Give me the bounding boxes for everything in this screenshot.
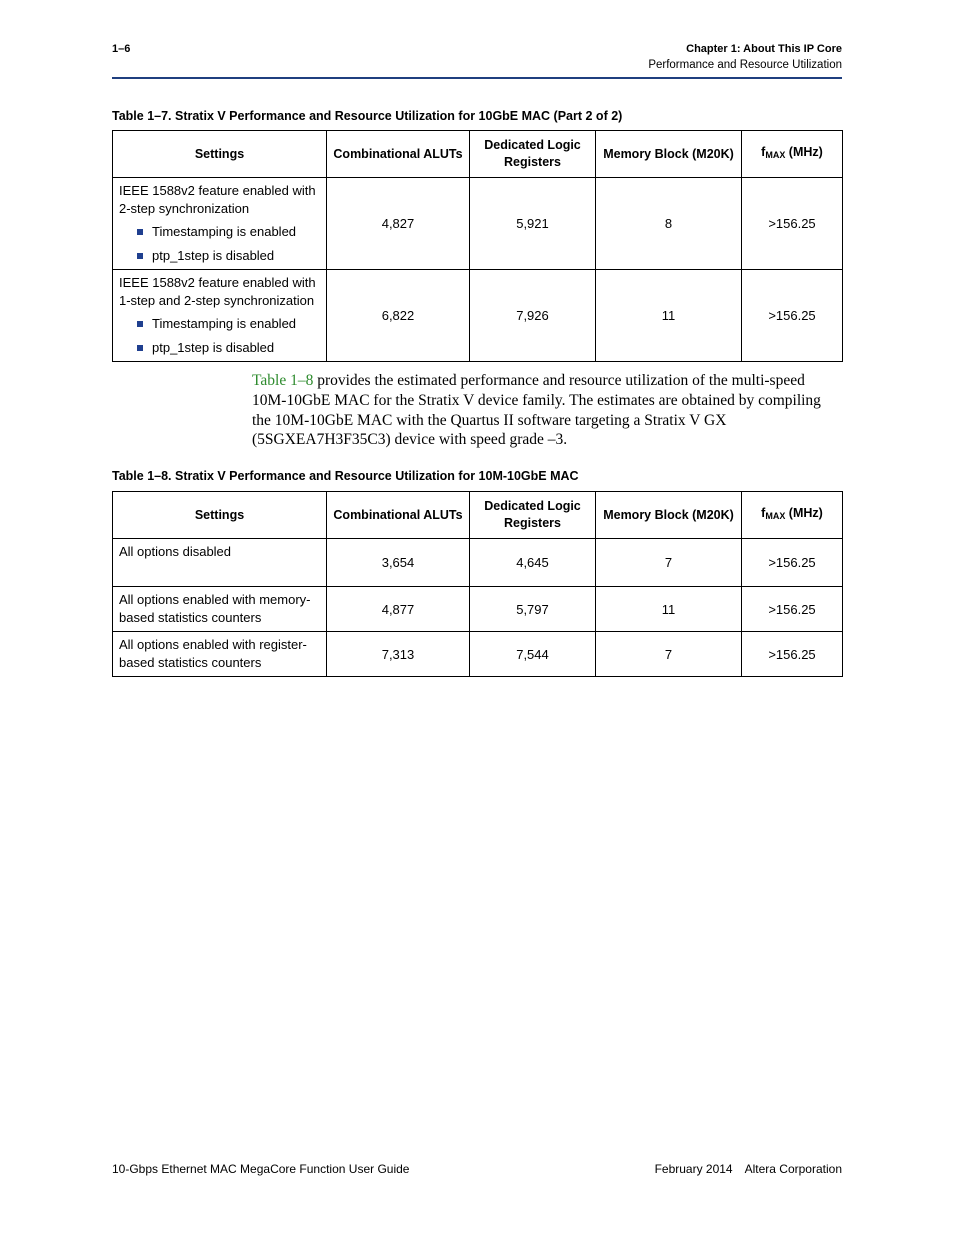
col-header-registers	[470, 131, 596, 178]
table-1-7-caption: Table 1–7. Stratix V Performance and Resource Utilization for 10GbE MAC (Part 2 of 2)	[112, 109, 623, 123]
table-row	[113, 270, 843, 362]
col-header-fmax	[742, 492, 843, 539]
cell-fmax: >156.25	[742, 632, 843, 677]
bullet-text: ptp_1step is disabled	[152, 248, 275, 263]
cell-registers: 5,797	[470, 587, 596, 632]
table-row	[113, 178, 843, 270]
footer-date: February 2014	[654, 1162, 733, 1176]
cell-registers: 4,645	[470, 539, 596, 587]
cell-fmax: >156.25	[742, 270, 843, 362]
square-bullet-icon	[137, 253, 143, 259]
col-header-settings: Settings	[113, 131, 327, 178]
cell-memory: 11	[596, 270, 742, 362]
footer-right	[655, 1162, 842, 1176]
col-header-aluts: Combinational ALUTs	[327, 492, 470, 539]
col-header-memory: Memory Block (M20K)	[596, 131, 742, 178]
table-1-8-link[interactable]: Table 1–8	[252, 372, 314, 389]
settings-bullets	[119, 315, 320, 357]
bullet-text: Timestamping is enabled	[152, 316, 297, 331]
cell-aluts: 4,827	[327, 178, 470, 270]
col-header-registers-label: Dedicated Logic Registers	[484, 138, 581, 169]
list-item	[136, 247, 320, 265]
cell-settings: All options disabled	[113, 539, 327, 587]
cell-memory: 7	[596, 539, 742, 587]
square-bullet-icon	[137, 321, 143, 327]
cell-aluts: 7,313	[327, 632, 470, 677]
fmax-f: f	[761, 506, 766, 520]
fmax-sub: MAX	[765, 511, 786, 521]
table-header-row	[113, 492, 843, 539]
fmax-sub: MAX	[765, 150, 786, 160]
table-1-8-caption: Table 1–8. Stratix V Performance and Resource Utilization for 10M-10GbE MAC	[112, 469, 579, 483]
cell-fmax: >156.25	[742, 178, 843, 270]
col-header-aluts: Combinational ALUTs	[327, 131, 470, 178]
cell-memory: 8	[596, 178, 742, 270]
cell-registers: 7,544	[470, 632, 596, 677]
cell-registers: 7,926	[470, 270, 596, 362]
settings-bullets	[119, 223, 320, 265]
list-item	[136, 223, 320, 241]
header-section: Performance and Resource Utilization	[648, 59, 842, 71]
table-1-7	[112, 130, 843, 362]
cell-fmax: >156.25	[742, 587, 843, 632]
col-header-registers	[470, 492, 596, 539]
list-item	[136, 339, 320, 357]
cell-memory: 11	[596, 587, 742, 632]
body-paragraph	[252, 371, 842, 450]
page-number: 1–6	[112, 43, 131, 55]
table-row	[113, 587, 843, 632]
bullet-text: Timestamping is enabled	[152, 224, 297, 239]
square-bullet-icon	[137, 345, 143, 351]
cell-memory: 7	[596, 632, 742, 677]
fmax-f: f	[761, 145, 766, 159]
cell-aluts: 4,877	[327, 587, 470, 632]
cell-aluts: 6,822	[327, 270, 470, 362]
cell-settings: All options enabled with memory-based statistics counters	[113, 587, 327, 632]
paragraph-text: provides the estimated performance and resource utilization of the multi-speed 10M-10GbE MAC for the Stratix V device family. The estimates are obtained by compiling the 10M-10GbE MAC with the Quartus II software targeting a Stratix V GX (5SGXEA7H3F35C3) device with speed grade –3.	[252, 372, 821, 449]
col-header-registers-label: Dedicated Logic Registers	[484, 499, 581, 530]
cell-fmax: >156.25	[742, 539, 843, 587]
table-row	[113, 632, 843, 677]
col-header-fmax	[742, 131, 843, 178]
settings-text: IEEE 1588v2 feature enabled with 1-step and 2-step synchronization	[119, 275, 316, 308]
cell-registers: 5,921	[470, 178, 596, 270]
cell-settings	[113, 270, 327, 362]
list-item	[136, 315, 320, 333]
table-1-8	[112, 491, 843, 677]
col-header-memory: Memory Block (M20K)	[596, 492, 742, 539]
cell-aluts: 3,654	[327, 539, 470, 587]
cell-settings: All options enabled with register-based statistics counters	[113, 632, 327, 677]
footer-company: Altera Corporation	[744, 1162, 842, 1176]
settings-text: IEEE 1588v2 feature enabled with 2-step synchronization	[119, 183, 316, 216]
footer-guide-title: 10-Gbps Ethernet MAC MegaCore Function User Guide	[112, 1162, 410, 1176]
bullet-text: ptp_1step is disabled	[152, 340, 275, 355]
fmax-unit: (MHz)	[785, 145, 823, 159]
table-row	[113, 539, 843, 587]
table-header-row	[113, 131, 843, 178]
col-header-settings: Settings	[113, 492, 327, 539]
square-bullet-icon	[137, 229, 143, 235]
header-rule	[112, 77, 842, 79]
header-chapter: Chapter 1: About This IP Core	[686, 43, 842, 55]
cell-settings	[113, 178, 327, 270]
fmax-unit: (MHz)	[785, 506, 823, 520]
